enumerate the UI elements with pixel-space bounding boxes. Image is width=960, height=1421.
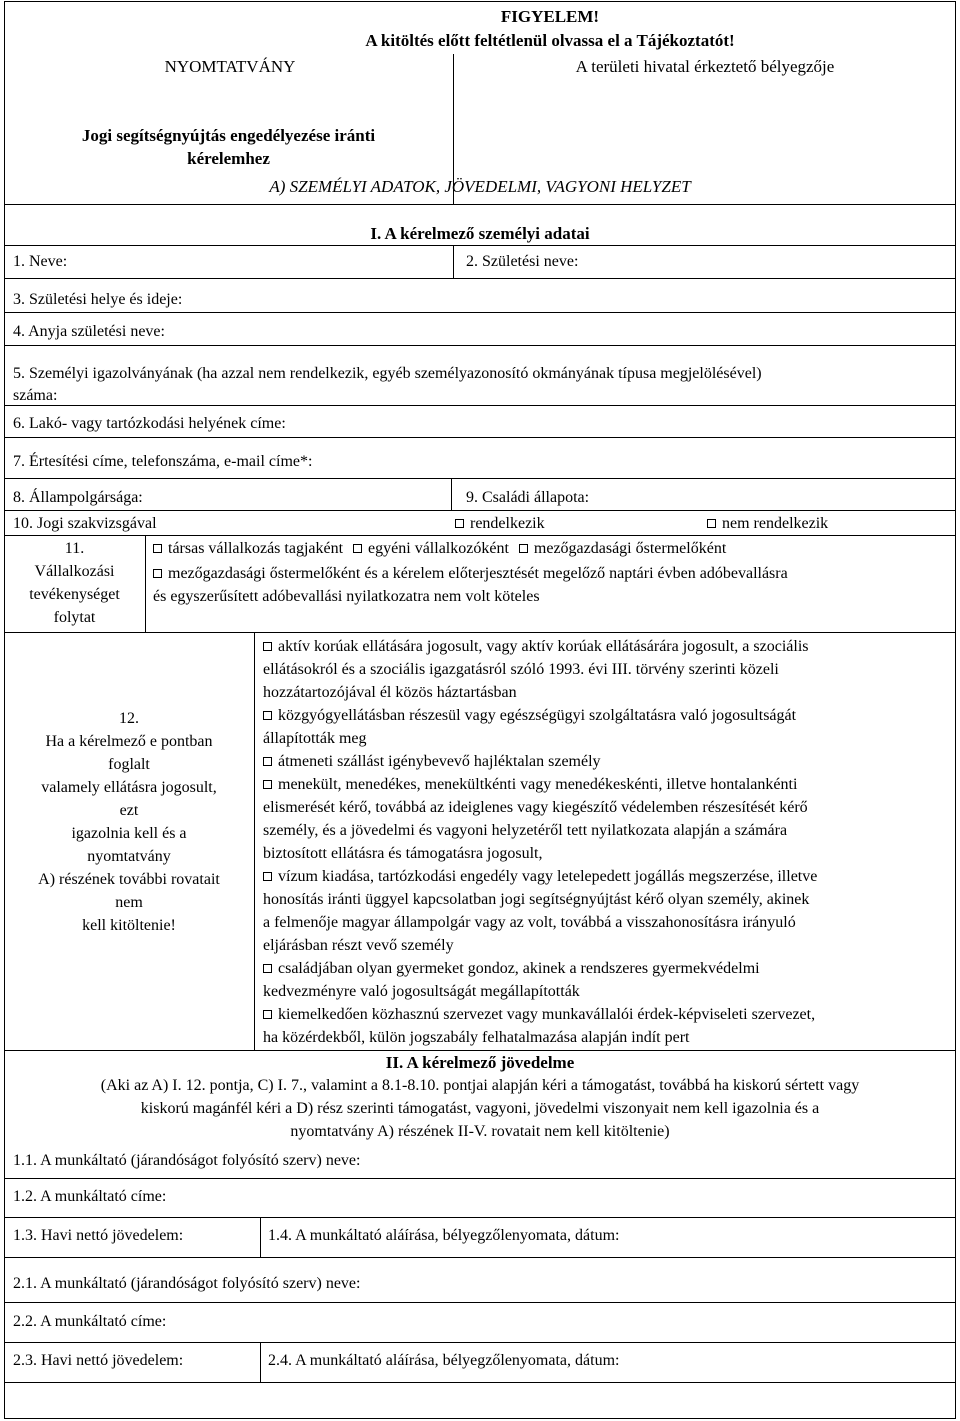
field-bar-exam: 10. Jogi szakvizsgával	[13, 515, 157, 532]
employer2-net-income[interactable]: 2.3. Havi nettó jövedelem:	[13, 1352, 184, 1369]
business-label: 11. Vállalkozási tevékenységet folytat	[29, 540, 120, 626]
warning-title: FIGYELEM!	[500, 7, 600, 26]
form-title: Jogi segítségnyújtás engedélyezése iránti	[81, 126, 376, 145]
income-note-cont: kiskorú magánfél kéri a D) rész szerinti támogatást, vagyoni, jövedelmi viszonyait nem kell igazolnia és a	[140, 1100, 820, 1117]
field-birth-place-date[interactable]: 3. Születési helye és ideje:	[13, 291, 183, 308]
field-name[interactable]: 1. Neve:	[13, 253, 68, 270]
field-citizenship[interactable]: 8. Állampolgársága:	[13, 489, 143, 506]
eligibility-item[interactable]: családjában olyan gyermeket gondoz, akinek a rendszeres gyermekvédelmi kedvezményre való jogosultságát megállapították	[263, 960, 760, 1000]
eligibility-label: 12. Ha a kérelmező e pontban foglalt valamely ellátásra jogosult, ezt igazolnia kell és a nyomtatvány A) részének további rovatait nem kell kitöltenie!	[38, 710, 220, 934]
checkbox-icon[interactable]	[153, 569, 162, 578]
field-birth-name[interactable]: 2. Születési neve:	[466, 253, 579, 270]
section-a-title: A) SZEMÉLYI ADATOK, JÖVEDELMI, VAGYONI HELYZET	[269, 177, 691, 196]
business-option-farmer-exempt-cont: és egyszerűsített adóbevallási nyilatkozatra nem volt köteles	[153, 588, 540, 605]
checkbox-icon[interactable]	[353, 544, 362, 553]
checkbox-icon[interactable]	[263, 1010, 272, 1019]
personal-heading: I. A kérelmező személyi adatai	[370, 224, 590, 243]
form-label: NYOMTATVÁNY	[164, 57, 296, 76]
warning-text: A kitöltés előtt feltétlenül olvassa el a Tájékoztatót!	[365, 31, 735, 50]
checkbox-icon[interactable]	[263, 757, 272, 766]
business-option-sole[interactable]: egyéni vállalkozóként	[353, 540, 509, 557]
business-option-farmer-exempt[interactable]: mezőgazdasági őstermelőként és a kérelem előterjesztését megelőző naptári évben adóbevallásra	[153, 564, 788, 583]
checkbox-icon[interactable]	[707, 519, 716, 528]
field-marital-status[interactable]: 9. Családi állapota:	[466, 489, 590, 506]
eligibility-item[interactable]: aktív korúak ellátására jogosult, vagy aktív korúak ellátásárára jogosult, a szociális ellátásokról és a szociális igazgatásról szóló 1993. évi III. törvény szerinti közeli hozzátartozójával él közös háztartásban	[263, 638, 809, 701]
checkbox-icon[interactable]	[519, 544, 528, 553]
employer2-name[interactable]: 2.1. A munkáltató (járandóságot folyósító szerv) neve:	[13, 1275, 361, 1292]
employer1-signature[interactable]: 1.4. A munkáltató aláírása, bélyegzőlenyomata, dátum:	[268, 1227, 620, 1244]
business-options	[153, 539, 726, 558]
eligibility-list	[263, 635, 817, 1049]
bar-exam-option-no[interactable]: nem rendelkezik	[707, 514, 828, 533]
field-id-document[interactable]: 5. Személyi igazolványának (ha azzal nem rendelkezik, egyéb személyazonosító okmányának típusa megjelölésével)	[13, 365, 762, 382]
income-heading: II. A kérelmező jövedelme	[385, 1053, 575, 1072]
checkbox-icon[interactable]	[153, 544, 162, 553]
income-note-end: nyomtatvány A) részének II-V. rovatait nem kell kitöltenie)	[290, 1123, 670, 1140]
employer1-address[interactable]: 1.2. A munkáltató címe:	[13, 1188, 167, 1205]
checkbox-icon[interactable]	[263, 964, 272, 973]
eligibility-item[interactable]: menekült, menedékes, menekültkénti vagy menedékeskénti, illetve hontalankénti elismerését kérő, továbbá az ideiglenes vagy kiegészítő védelemben részesítését kérő személy, és a jövedelmi és vagyoni helyzetéről tett nyilatkozata alapján a számára biztosított ellátásra és támogatásra jogosult,	[263, 776, 808, 862]
field-id-number[interactable]: száma:	[13, 387, 58, 404]
eligibility-item[interactable]: közgyógyellátásban részesül vagy egészségügyi szolgáltatásra való jogosultságát állapították meg	[263, 707, 797, 747]
checkbox-icon[interactable]	[263, 642, 272, 651]
checkbox-icon[interactable]	[263, 780, 272, 789]
field-contact[interactable]: 7. Értesítési címe, telefonszáma, e-mail címe*:	[13, 453, 313, 470]
business-option-partner[interactable]: társas vállalkozás tagjaként	[153, 540, 343, 557]
form-title-cont: kérelemhez	[187, 149, 270, 168]
employer2-signature[interactable]: 2.4. A munkáltató aláírása, bélyegzőlenyomata, dátum:	[268, 1352, 620, 1369]
business-option-farmer[interactable]: mezőgazdasági őstermelőként	[519, 540, 726, 557]
employer1-name[interactable]: 1.1. A munkáltató (járandóságot folyósító szerv) neve:	[13, 1152, 361, 1169]
bar-exam-option-yes[interactable]: rendelkezik	[455, 514, 545, 533]
checkbox-icon[interactable]	[263, 872, 272, 881]
checkbox-icon[interactable]	[263, 711, 272, 720]
employer2-address[interactable]: 2.2. A munkáltató címe:	[13, 1313, 167, 1330]
eligibility-item[interactable]: kiemelkedően közhasznú szervezet vagy munkavállalói érdek-képviseleti szervezet, ha közérdekből, külön jogszabály felhatalmazása alapján indít pert	[263, 1006, 816, 1046]
stamp-label: A területi hivatal érkeztető bélyegzője	[575, 57, 835, 76]
income-note: (Aki az A) I. 12. pontja, C) I. 7., valamint a 8.1-8.10. pontjai alapján kéri a támogatást, továbbá ha kiskorú sértett vagy	[100, 1077, 860, 1094]
field-address[interactable]: 6. Lakó- vagy tartózkodási helyének címe:	[13, 415, 286, 432]
eligibility-item[interactable]: átmeneti szállást igénybevevő hajléktalan személy	[263, 750, 817, 773]
eligibility-item[interactable]: vízum kiadása, tartózkodási engedély vagy letelepedett jogállás megszerzése, illetve honosítás iránti üggyel kapcsolatban jogi segítségnyújtást kérő olyan személy, akinek a felmenője magyar állampolgár vagy az volt, továbbá a visszahonosításra irányuló eljárásban részt vevő személy	[263, 868, 818, 954]
employer1-net-income[interactable]: 1.3. Havi nettó jövedelem:	[13, 1227, 184, 1244]
checkbox-icon[interactable]	[455, 519, 464, 528]
field-mother-name[interactable]: 4. Anyja születési neve:	[13, 323, 165, 340]
